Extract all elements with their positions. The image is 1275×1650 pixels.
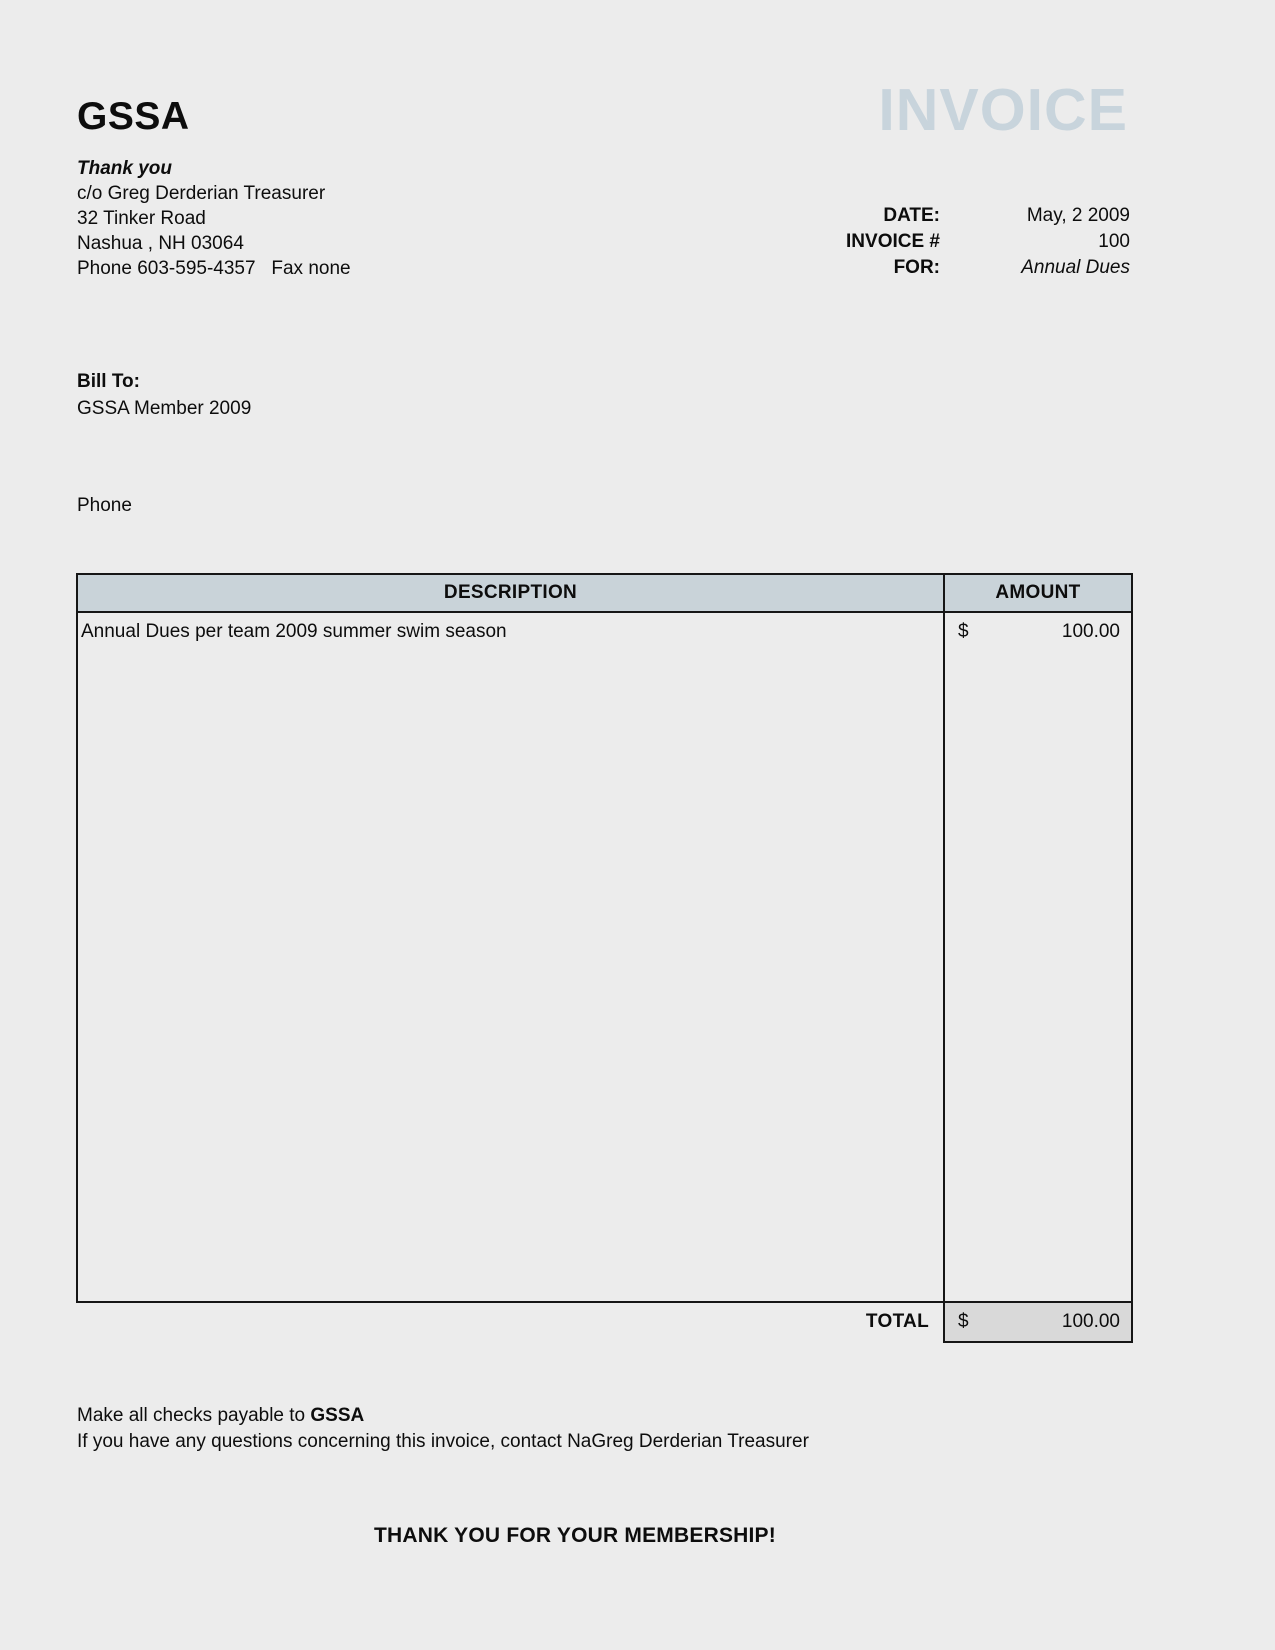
invoice-watermark: INVOICE (878, 77, 1128, 143)
company-address-line: Nashua , NH 03064 (77, 233, 244, 254)
invoice-number-value: 100 (1098, 231, 1130, 252)
date-label: DATE: (883, 205, 940, 226)
checks-payable-text: Make all checks payable to (77, 1405, 311, 1426)
company-tagline: Thank you (77, 158, 173, 179)
questions-text: If you have any questions concerning this invoice, contact Na (77, 1431, 592, 1452)
line-item-amount: 100.00 (1061, 621, 1120, 642)
invoice-number-label: INVOICE # (846, 231, 940, 252)
checks-payable-line (77, 1403, 809, 1429)
invoice-meta (700, 203, 1130, 281)
bill-to-phone-label: Phone (77, 495, 132, 516)
line-items-table (76, 573, 1133, 1303)
company-phone-fax: Phone 603-595-4357 Fax none (77, 258, 351, 279)
table-body (78, 613, 1131, 1301)
meta-row-for (700, 255, 1130, 281)
footer-notes (77, 1403, 809, 1455)
for-value: Annual Dues (1021, 257, 1130, 278)
org-name: GSSA (77, 95, 190, 138)
total-label: TOTAL (865, 1311, 929, 1332)
line-item-description: Annual Dues per team 2009 summer swim season (81, 621, 507, 642)
total-amount-cell (943, 1303, 1133, 1343)
total-amount: 100.00 (1061, 1311, 1120, 1332)
bill-to-label: Bill To: (77, 371, 140, 392)
currency-symbol: $ (958, 621, 969, 642)
company-info (77, 156, 351, 281)
thank-you-message: THANK YOU FOR YOUR MEMBERSHIP! (374, 1524, 776, 1547)
company-address-line: 32 Tinker Road (77, 208, 206, 229)
bill-to-name: GSSA Member 2009 (77, 398, 252, 419)
contact-name: Greg Derderian Treasurer (591, 1431, 809, 1452)
description-column-header: DESCRIPTION (443, 582, 578, 603)
meta-row-date (700, 203, 1130, 229)
currency-symbol: $ (958, 1311, 969, 1332)
company-address-line: c/o Greg Derderian Treasurer (77, 183, 326, 204)
date-value: May, 2 2009 (1026, 205, 1130, 226)
questions-line (77, 1429, 809, 1455)
for-label: FOR: (893, 257, 940, 278)
amount-column-header: AMOUNT (943, 575, 1131, 611)
table-header-row (78, 575, 1131, 613)
line-item-amount-cell (943, 613, 1131, 1301)
meta-row-invoice-number (700, 229, 1130, 255)
total-row (76, 1303, 1133, 1343)
checks-payee: GSSA (310, 1405, 365, 1426)
